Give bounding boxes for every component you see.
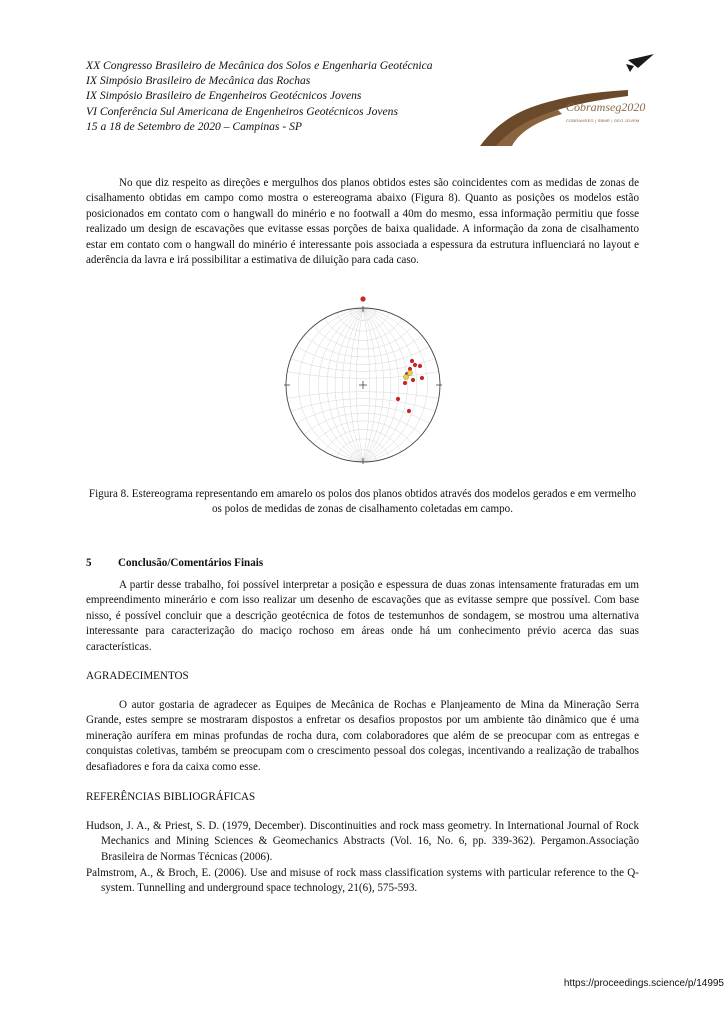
- field-pole-point: [410, 359, 414, 363]
- logo-subtitle: COBRAMSEG | SBMR | GEO JOVEM: [566, 118, 640, 123]
- section-title: Conclusão/Comentários Finais: [118, 557, 264, 569]
- small-circle: [314, 326, 413, 349]
- header-line: XX Congresso Brasileiro de Mecânica dos Solos e Engenharia Geotécnica: [86, 59, 433, 72]
- great-circle: [327, 308, 363, 462]
- figure-caption: Figura 8. Estereograma representando em amarelo os polos dos planos obtidos através dos modelos gerados e em vermelho os polos de medidas de zonas de cisalhamento coletadas em campo.: [88, 488, 637, 516]
- reference-item: Hudson, J. A., & Priest, S. D. (1979, December). Discontinuities and rock mass geometry. In International Journal of Rock Mechanics and Mining Sciences & Geomechanics Abstracts (Vol. 16, No. 6, pp. 339-362). Pergamon.Associação Brasileira de Normas Técnicas (2006).: [86, 820, 639, 863]
- header-line: 15 a 18 de Setembro de 2020 – Campinas - SP: [86, 119, 302, 133]
- conference-header: [86, 58, 433, 134]
- reference-item: Palmstrom, A., & Broch, E. (2006). Use and misuse of rock mass classification systems with particular reference to the Q-system. Tunnelling and underground space technology, 21(6), 575-593.: [86, 867, 639, 895]
- acknowledgements-heading: AGRADECIMENTOS: [86, 670, 189, 682]
- small-circle: [291, 399, 436, 412]
- field-pole-point: [411, 378, 415, 382]
- header-line: IX Simpósio Brasileiro de Mecânica das Rochas: [86, 74, 311, 88]
- field-pole-point: [403, 381, 407, 385]
- field-pole-point: [396, 397, 400, 401]
- small-circle: [304, 336, 422, 357]
- section-heading: [86, 557, 263, 569]
- great-circle: [363, 308, 391, 462]
- logo-text: Cobramseg2020: [566, 100, 646, 114]
- field-pole-point: [420, 376, 424, 380]
- stereonet-figure: [283, 281, 443, 483]
- footer-url[interactable]: https://proceedings.science/p/14995: [563, 978, 724, 989]
- section-number: 5: [86, 557, 92, 569]
- header-line: VI Conferência Sul Americana de Engenheiros Geotécnicos Jovens: [86, 104, 398, 118]
- small-circle: [304, 413, 422, 434]
- body-paragraph: No que diz respeito as direções e mergulhos dos planos obtidos estes são coincidentes com as medidas de zonas de cisalhamento obtidas em campo como mostra o estereograma abaixo (Figura 8). Quanto as posições os modelos estão posicionados em contato com o hangwall do minério e no footwall a 40m do mesmo, essa informação permitiu que fosse realizado um design de escavações que evitasse essas porções de baixa qualidade. A informação da zona de cisalhamento estar em contato com o hangwall do minério é interessante pois associada a espessura da estrutura influenciará no layout e aderência da lavra e irá possibilitar a estimativa de diluição para cada caso.: [86, 177, 639, 267]
- small-circle: [325, 318, 402, 340]
- stereonet-grid: [284, 296, 442, 464]
- small-circle: [325, 429, 402, 451]
- body-paragraph: O autor gostaria de agradecer as Equipes de Mecânica de Rochas e Planjeamento de Mina da Mineração Serra Grande, estes sempre se mostraram dispostos a enfretar os desafios propostos por um ambiente tão dinâmico que é uma mineração aurífera em minas profundas de rocha dura, com colaboradores que além de se preocupar com as entregas e conquistas coletivas, também se preocupam com o crescimento pessoal dos colegas, incentivando a realização de trabalhos desafiadores e fora da caixa como esse.: [86, 699, 639, 773]
- header-line: IX Simpósio Brasileiro de Engenheiros Geotécnicos Jovens: [86, 89, 362, 103]
- field-pole-point: [418, 364, 422, 368]
- body-paragraph: A partir desse trabalho, foi possível interpretar a posição e espessura de duas zonas intensamente fraturadas em um empreendimento minerário e com isso realizar um desenho de escavações que as evitasse sempre que possível. Com base nisso, é possível concluir que a descrição geotécnica de fotos de testemunhos de sondagem, se mostrou uma alternativa interessante para caracterização do maciço rochoso em áreas onde há um conhecimento prévio acerca das suas características.: [86, 579, 639, 653]
- north-marker: [360, 296, 365, 301]
- model-pole-point: [403, 374, 408, 379]
- small-circle: [314, 421, 413, 444]
- great-circle: [363, 308, 417, 462]
- great-circle: [309, 308, 363, 462]
- field-pole-point: [407, 409, 411, 413]
- field-pole-point: [413, 363, 417, 367]
- model-pole-point: [407, 370, 412, 375]
- great-circle: [363, 308, 399, 462]
- great-circle: [335, 308, 363, 462]
- references-heading: REFERÊNCIAS BIBLIOGRÁFICAS: [86, 791, 256, 803]
